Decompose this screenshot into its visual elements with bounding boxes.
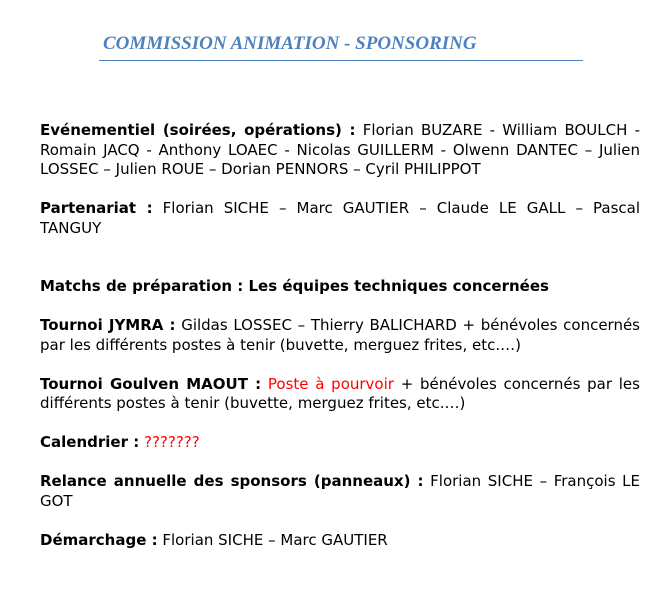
section-label: Tournoi Goulven MAOUT : [40, 374, 262, 393]
page-title: COMMISSION ANIMATION - SPONSORING [103, 33, 477, 54]
section-highlight: ??????? [143, 433, 200, 451]
section-tournoi-goulven-maout [40, 375, 640, 414]
section-highlight: Poste à pourvoir [267, 374, 394, 393]
title-block [99, 30, 583, 61]
section-label: Démarchage : [40, 530, 158, 549]
section-text: Gildas LOSSEC – Thierry BALICHARD + bénévoles concernés par les différents postes à tenir (buvette, merguez frites, etc.…) [40, 316, 641, 354]
section-label: Relance annuelle des sponsors (panneaux) : [40, 472, 424, 490]
section-label: Matchs de préparation : Les équipes techniques concernées [40, 277, 549, 295]
section-partenariat [40, 199, 640, 238]
section-text: Florian SICHE – Marc GAUTIER [162, 530, 388, 549]
section-text: + bénévoles concernés par les différents postes à tenir (buvette, merguez frites, etc.…) [40, 374, 640, 412]
section-matchs-preparation [40, 277, 640, 297]
section-label: Calendrier : [40, 433, 140, 451]
section-calendrier [40, 433, 640, 453]
section-text: Florian SICHE – Marc GAUTIER – Claude LE GALL – Pascal TANGUY [40, 199, 640, 237]
section-relance-sponsors [40, 472, 640, 511]
document-body [40, 121, 640, 570]
section-label: Partenariat : [40, 199, 153, 217]
section-demarchage [40, 531, 640, 551]
section-evenementiel [40, 121, 640, 180]
section-text: Florian BUZARE - William BOULCH - Romain JACQ - Anthony LOAEC - Nicolas GUILLERM - Olwenn DANTEC – Julien LOSSEC – Julien ROUE – Dorian PENNORS – Cyril PHILIPPOT [40, 121, 640, 178]
section-tournoi-jymra [40, 316, 640, 355]
section-text: Florian SICHE – François LE GOT [40, 472, 640, 510]
section-label: Evénementiel (soirées, opérations) : [40, 121, 356, 139]
section-label: Tournoi JYMRA : [40, 316, 176, 334]
